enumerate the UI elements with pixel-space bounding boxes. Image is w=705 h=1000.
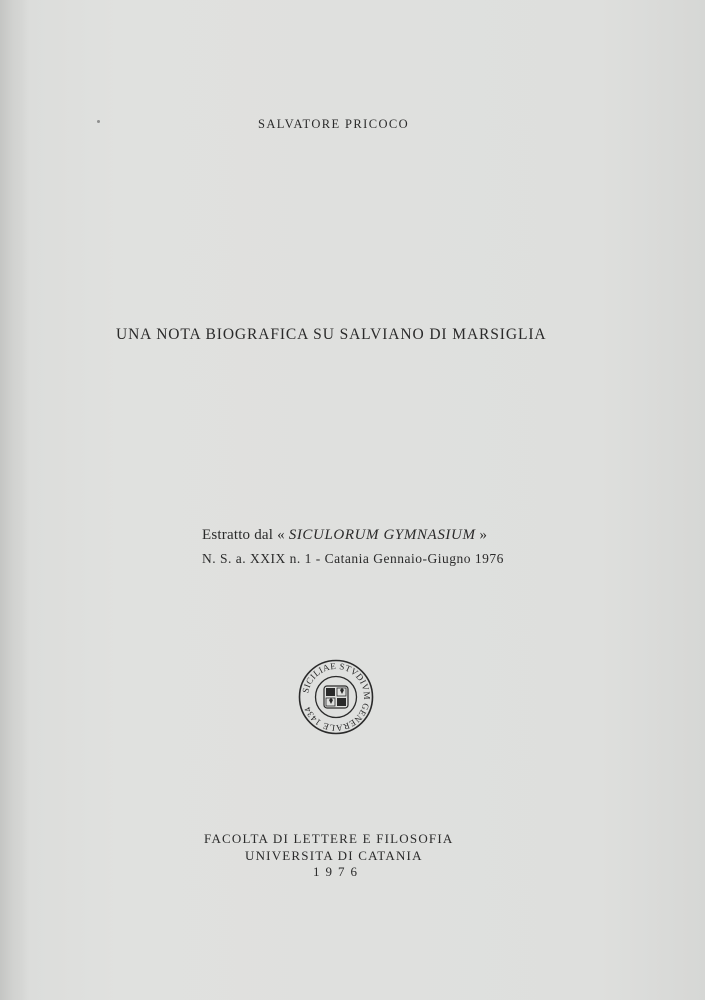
university-name: UNIVERSITA DI CATANIA [245,848,423,863]
journal-name: SICULORUM GYMNASIUM [288,527,476,543]
document-title: UNA NOTA BIOGRAFICA SU SALVIANO DI MARSIGLIA [116,326,547,343]
svg-text:SICILIAE STVDIVM GENERALE 1434 [300,661,372,733]
extract-suffix: » [475,527,488,543]
issue-info: N. S. a. XXIX n. 1 - Catania Gennaio-Giugno 1976 [202,551,504,566]
page-edge-shadow [0,0,28,1000]
paper-speck [97,120,100,123]
seal-inscription: SICILIAE STVDIVM GENERALE 1434 [300,660,373,734]
extract-prefix: Estratto dal « [202,527,289,543]
extract-line [202,527,487,544]
publication-year: 1976 [313,864,363,879]
university-seal-icon [298,659,374,735]
author-name: SALVATORE PRICOCO [258,117,410,131]
faculty-name: FACOLTA DI LETTERE E FILOSOFIA [204,831,454,846]
